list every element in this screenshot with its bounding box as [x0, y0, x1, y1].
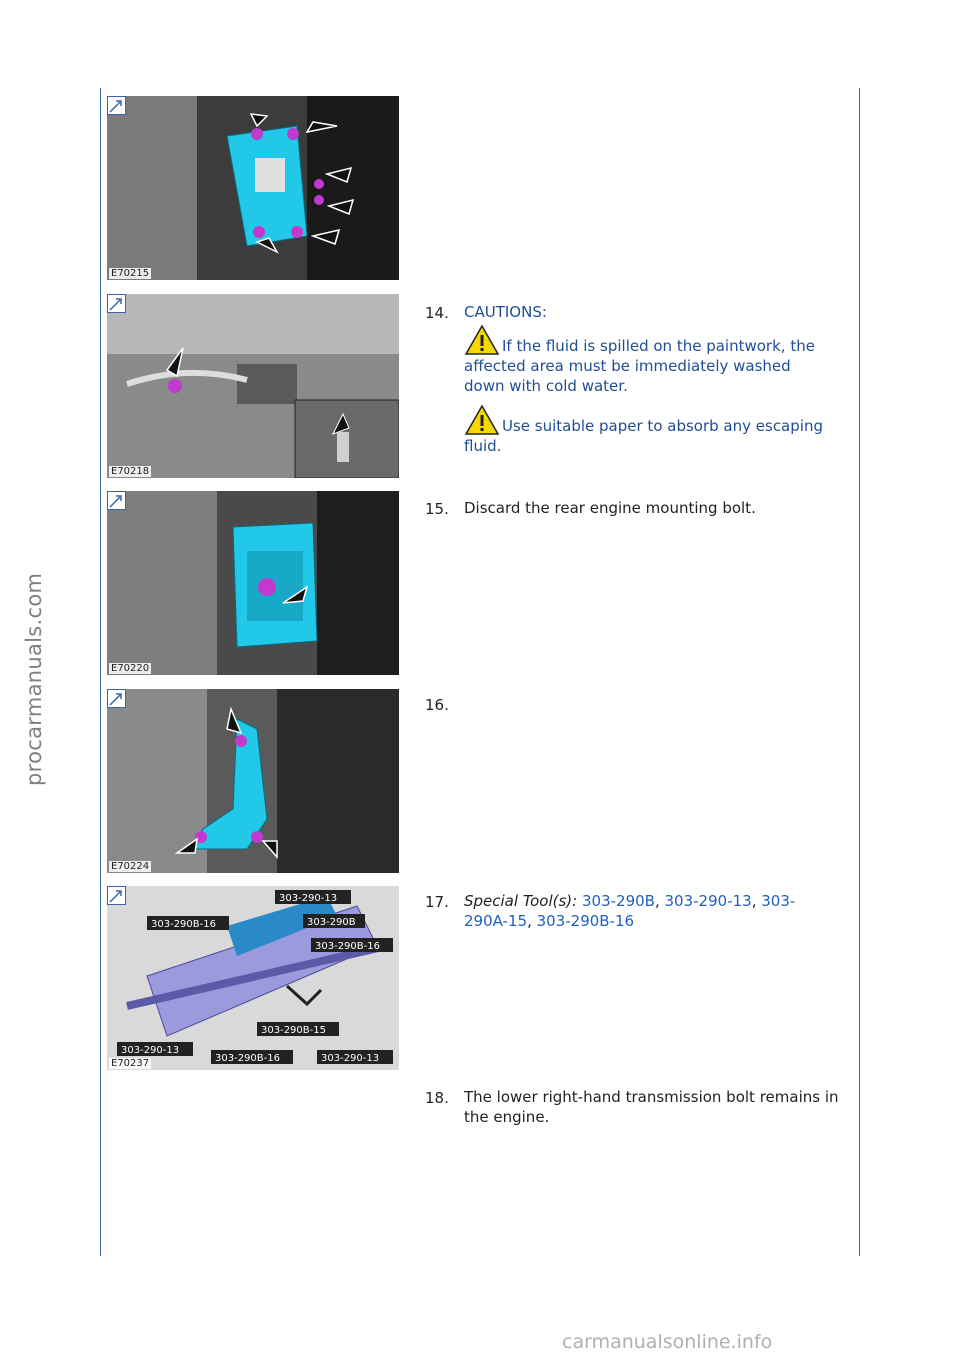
tool-link-303-290-13[interactable]: 303-290-13: [664, 892, 752, 910]
figure-e70218: [107, 294, 399, 478]
figure-label: E70237: [111, 1058, 150, 1069]
step-18-number: 18.: [425, 1089, 449, 1107]
figure-label: E70218: [111, 466, 150, 477]
step-18-text: The lower right-hand transmission bolt remains in the engine.: [464, 1088, 839, 1126]
tool-separator: ,: [527, 912, 537, 930]
expand-icon[interactable]: [107, 491, 126, 510]
figure-e70237: [107, 886, 399, 1070]
step-14-number: 14.: [425, 304, 449, 322]
step-17-number: 17.: [425, 893, 449, 911]
figure-label: E70224: [111, 861, 150, 872]
caution-1: [464, 324, 834, 396]
figure-label: E70220: [111, 663, 150, 674]
left-margin-rule: [100, 88, 101, 1256]
step-15-text: Discard the rear engine mounting bolt.: [464, 499, 756, 517]
expand-icon[interactable]: [107, 96, 126, 115]
tool-callout: 303-290B-16: [315, 941, 380, 952]
step-17-text: [464, 891, 826, 931]
right-margin-rule: [859, 88, 860, 1256]
expand-icon[interactable]: [107, 886, 126, 905]
tool-callout: 303-290-13: [321, 1053, 380, 1064]
step-15-number: 15.: [425, 500, 449, 518]
caution-1-text: If the fluid is spilled on the paintwork, the affected area must be immediately washed down with cold water.: [464, 337, 815, 395]
tool-callout: 303-290-13: [121, 1045, 180, 1056]
tool-link-303-290b-16[interactable]: 303-290B-16: [536, 912, 635, 930]
tool-callout: 303-290B: [307, 917, 356, 928]
caution-2-text: Use suitable paper to absorb any escaping fluid.: [464, 417, 823, 455]
step-16-number: 16.: [425, 696, 449, 714]
figure-e70224: [107, 689, 399, 873]
tool-link-303-290a-15[interactable]: 303-290A-15: [464, 892, 796, 930]
step-14-heading: CAUTIONS:: [464, 303, 547, 321]
tool-callout: 303-290-13: [279, 893, 338, 904]
side-watermark: procarmanuals.com: [22, 572, 46, 786]
warning-icon: [464, 404, 500, 436]
expand-icon[interactable]: [107, 294, 126, 313]
tool-separator: ,: [654, 892, 665, 910]
special-tools-label: Special Tool(s):: [464, 892, 578, 910]
tool-link-303-290b[interactable]: 303-290B: [582, 892, 655, 910]
tool-callout: 303-290B-15: [261, 1025, 326, 1036]
warning-icon: [464, 324, 500, 356]
figure-e70215: [107, 96, 399, 280]
tool-callout: 303-290B-16: [151, 919, 216, 930]
tool-separator: ,: [751, 892, 762, 910]
figure-e70220: [107, 491, 399, 675]
figure-label: E70215: [111, 268, 150, 279]
tool-callout: 303-290B-16: [215, 1053, 280, 1064]
caution-2: [464, 404, 834, 456]
footer-watermark: carmanualsonline.info: [562, 1331, 773, 1353]
expand-icon[interactable]: [107, 689, 126, 708]
